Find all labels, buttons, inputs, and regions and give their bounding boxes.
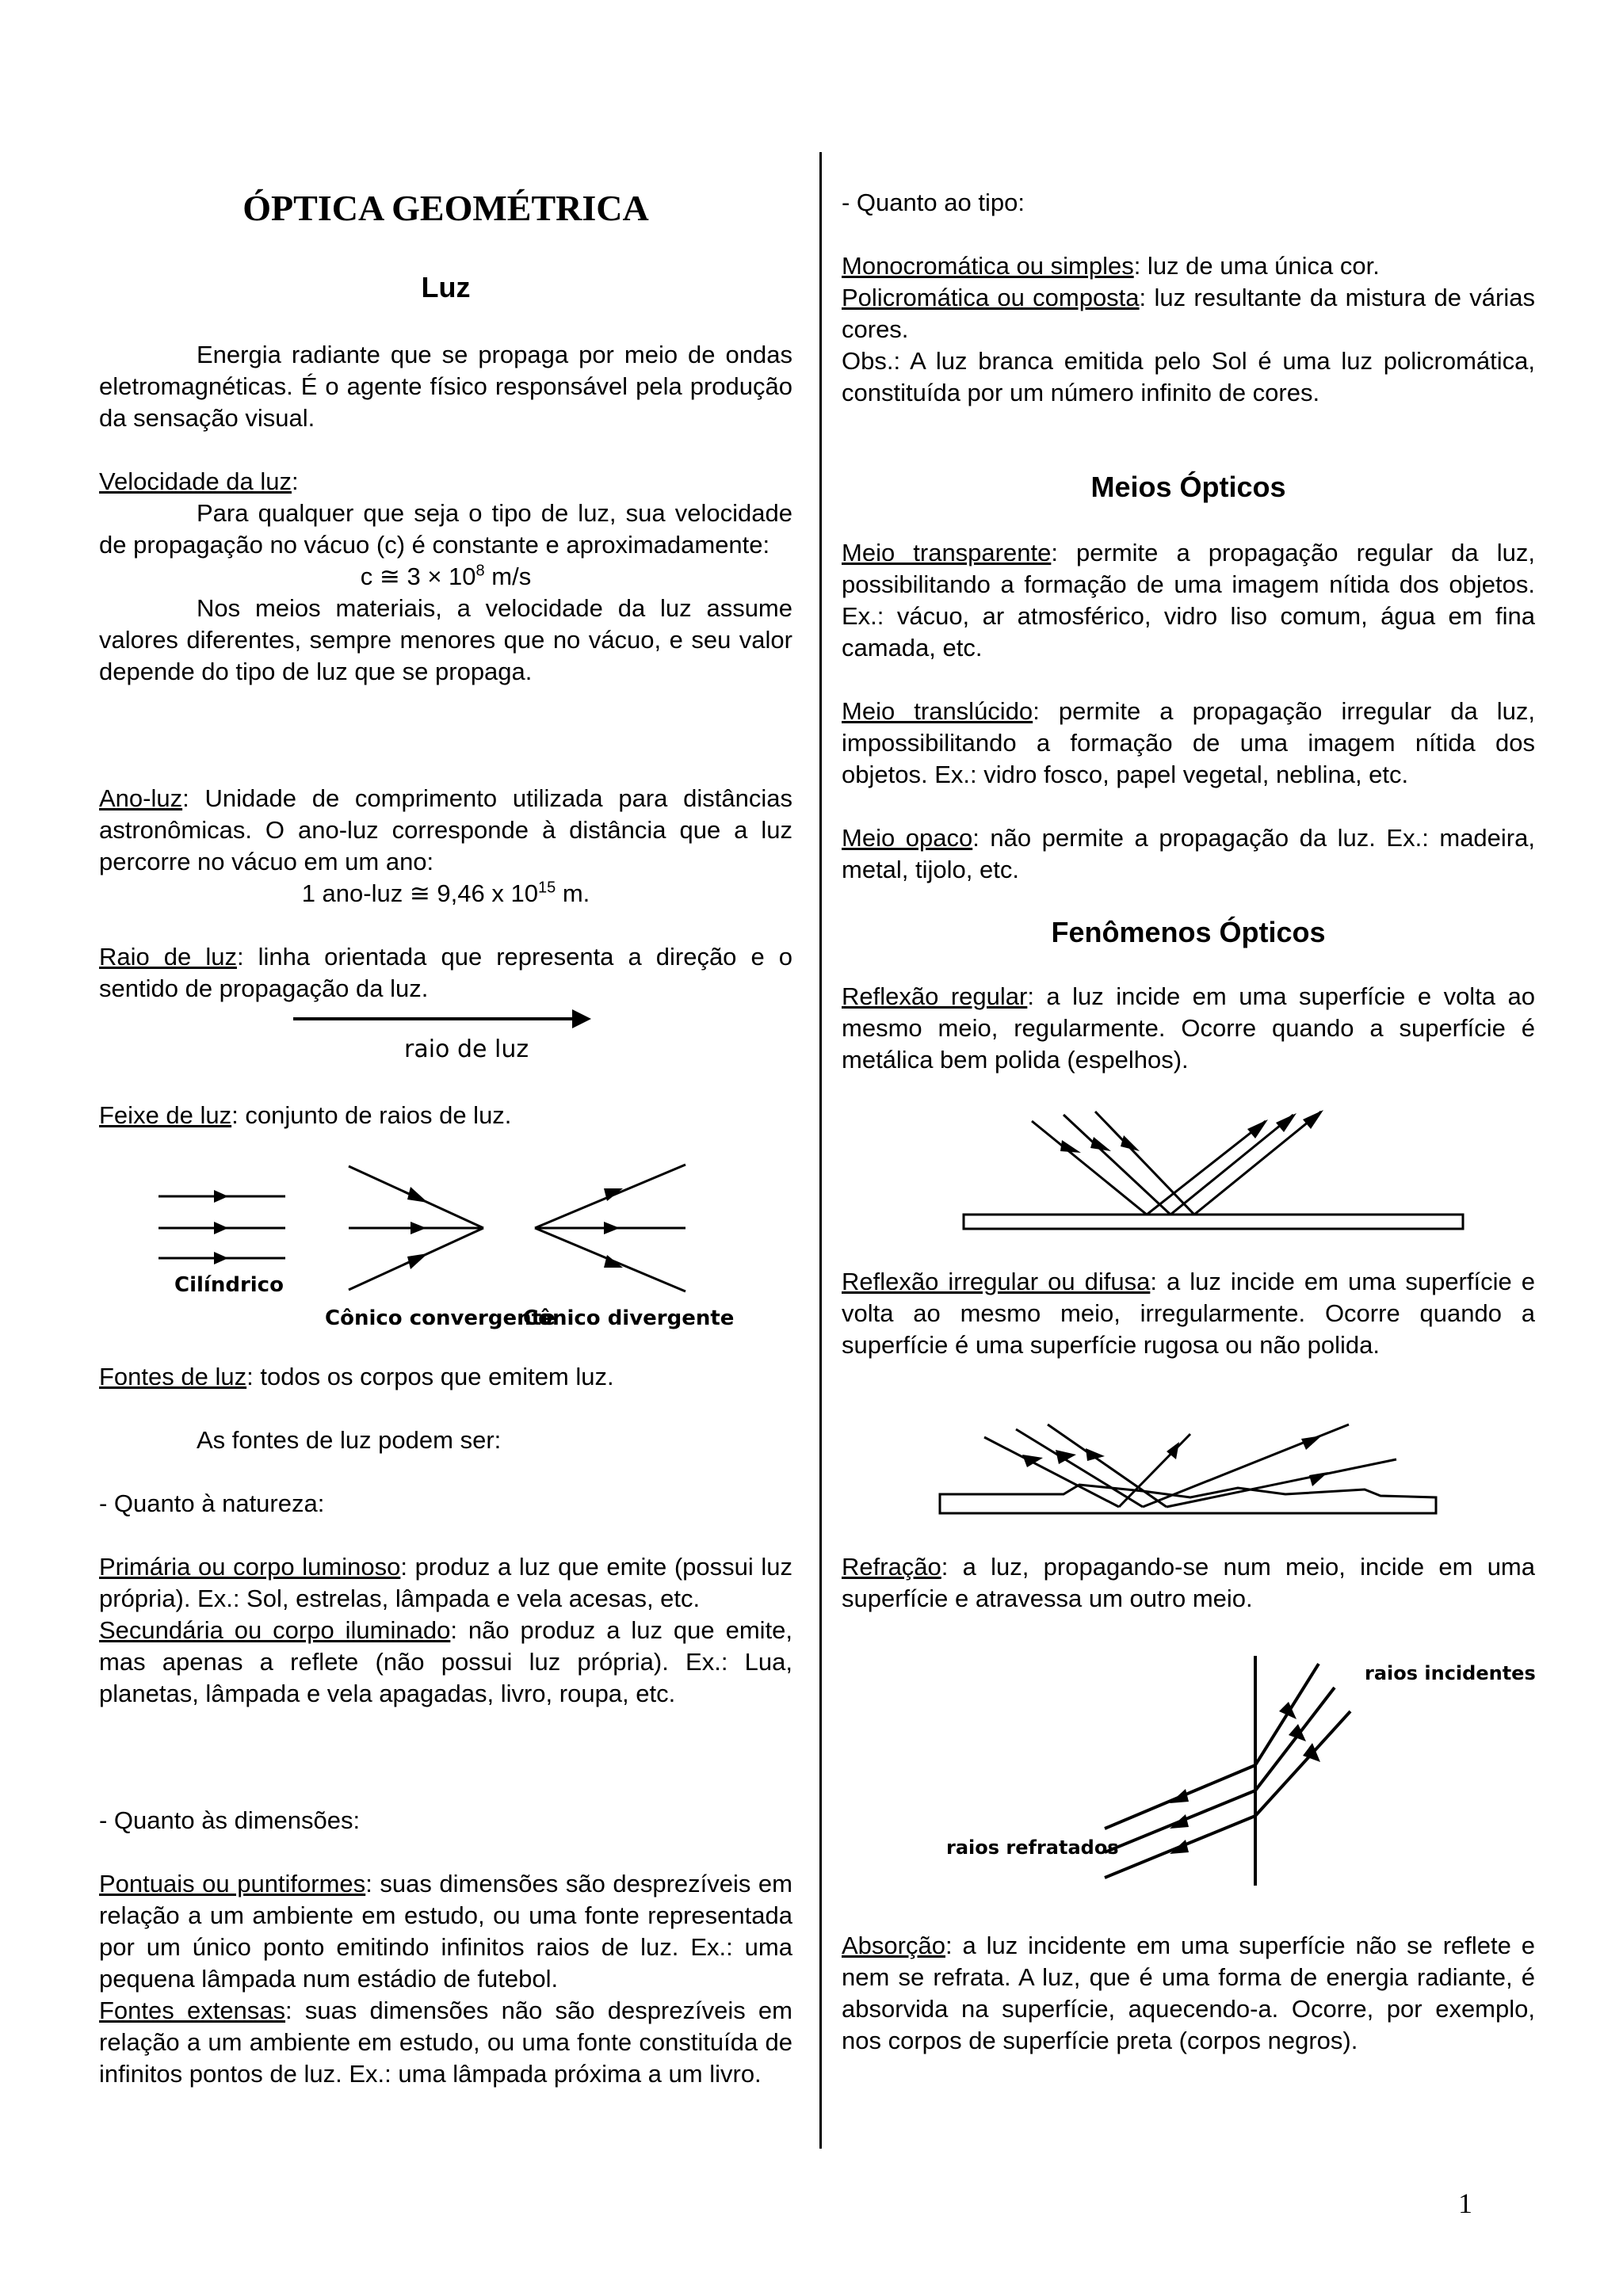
- raio-de-luz-figure: [293, 1005, 705, 1070]
- raio-block: Raio de luz: linha orientada que representa a direção e o sentido de propagação da luz.: [99, 943, 792, 1002]
- term-pontuais: Pontuais ou puntiformes: [99, 1870, 366, 1897]
- meio-transparente-block: Meio transparente: permite a propagação regular da luz, possibilitando a formação de uma imagem nítida dos objetos. Ex.: vácuo, ar atmosférico, vidro liso comum, água em fina camada, etc.: [842, 539, 1535, 662]
- term-reflexao-irregular: Reflexão irregular ou difusa: [842, 1268, 1151, 1295]
- feixe-convergente-diagram: [325, 1166, 556, 1330]
- fontes-block: Fontes de luz: todos os corpos que emitem luz.: [99, 1363, 614, 1390]
- velocidade-block: Velocidade da luz: Para qualquer que seja o tipo de luz, sua velocidade de propagação no vácuo (c) é constante e aproximadamente: c ≅ $3 \times 10^8$ m/s Nos meios materiais, a velocidade da luz assume valores diferentes, sempre menores que no vácuo, e seu valor depende do tipo de luz que se propaga.: [99, 466, 792, 688]
- dimensoes-block: Pontuais ou puntiformes: suas dimensões são desprezíveis em relação a um ambiente em estudo, ou uma fonte representada por um único ponto emitindo infinitos raios de luz. Ex.: uma pequena lâmpada num estádio de futebol. Fontes extensas: suas dimensões não são desprezíveis em relação a um ambiente em estudo, ou uma fonte constituída de infinitos pontos de luz. Ex.: uma lâmpada próxima a um livro.: [99, 1870, 792, 2088]
- term-meio-opaco: Meio opaco: [842, 824, 973, 852]
- velocidade-text: Para qualquer que seja o tipo de luz, sua velocidade de propagação no vácuo (c) é constante e aproximadamente:: [99, 499, 792, 559]
- term-absorcao: Absorção: [842, 1932, 945, 1959]
- feixe-cilindrico-diagram: [158, 1190, 285, 1297]
- velocidade-meios-text: Nos meios materiais, a velocidade da luz assume valores diferentes, sempre menores que no vácuo, e seu valor depende do tipo de luz que se propaga.: [99, 594, 792, 685]
- fontes-podem-ser: As fontes de luz podem ser:: [197, 1426, 502, 1454]
- term-ano-luz: Ano-luz: [99, 784, 183, 812]
- quanto-natureza: - Quanto à natureza:: [99, 1489, 325, 1517]
- formula-velocidade: c ≅ $3 \times 10^8$ m/s: [360, 562, 532, 590]
- term-reflexao-regular: Reflexão regular: [842, 982, 1028, 1010]
- term-refracao: Refração: [842, 1553, 941, 1581]
- natureza-block: Primária ou corpo luminoso: produz a luz que emite (possui luz própria). Ex.: Sol, estrelas, lâmpada e vela acesas, etc. Secundária ou corpo iluminado: não produz a luz que emite, mas apenas a reflete (não possui luz própria). Ex.: Lua, planetas, lâmpada e vela apagadas, livro, roupa, etc.: [99, 1553, 792, 1707]
- raio-de-luz-caption: raio de luz: [404, 1035, 529, 1063]
- reflexao-regular-figure: [960, 1105, 1468, 1240]
- quanto-dimensoes: - Quanto às dimensões:: [99, 1806, 361, 1834]
- term-monocromatica: Monocromática ou simples: [842, 252, 1134, 280]
- term-fontes-de-luz: Fontes de luz: [99, 1363, 247, 1390]
- caption-raios-refratados: raios refratados: [946, 1836, 1119, 1859]
- caption-raios-incidentes: raios incidentes: [1365, 1662, 1536, 1684]
- formula-ano-luz: 1 ano-luz ≅ 9,46 x $10^{15}$ m.: [301, 879, 590, 907]
- absorcao-block: Absorção: a luz incidente em uma superfície não se reflete e nem se refrata. A luz, que é uma forma de energia radiante, é absorvida na superfície, aquecendo-a. Ocorre, por exemplo, nos corpos de superfície preta (corpos negros).: [842, 1932, 1535, 2054]
- obs-luz-branca: Obs.: A luz branca emitida pelo Sol é uma luz policromática, constituída por um número infinito de cores.: [842, 347, 1535, 406]
- term-meio-transparente: Meio transparente: [842, 539, 1052, 566]
- term-velocidade: Velocidade da luz: [99, 467, 292, 495]
- feixe-block: Feixe de luz: conjunto de raios de luz.: [99, 1101, 512, 1129]
- caption-divergente: Cônico divergente: [523, 1306, 735, 1330]
- term-policromatica: Policromática ou composta: [842, 284, 1140, 311]
- term-raio-de-luz: Raio de luz: [99, 943, 237, 971]
- term-secundaria: Secundária ou corpo iluminado: [99, 1616, 451, 1644]
- reflexao-irregular-block: Reflexão irregular ou difusa: a luz incide em uma superfície e volta ao mesmo meio, irregularmente. Ocorre quando a superfície é uma superfície rugosa ou não polida.: [842, 1268, 1535, 1359]
- reflexao-irregular-figure: [937, 1418, 1444, 1521]
- ano-luz-block: Ano-luz: Unidade de comprimento utilizada para distâncias astronômicas. O ano-luz corresponde à distância que a luz percorre no vácuo em um ano: 1 ano-luz ≅ 9,46 x $10^{15}$ m.: [99, 783, 792, 910]
- term-extensas: Fontes extensas: [99, 1997, 286, 2024]
- caption-cilindrico: Cilíndrico: [174, 1273, 284, 1297]
- column-divider: [819, 152, 822, 2149]
- term-primaria: Primária ou corpo luminoso: [99, 1553, 401, 1581]
- quanto-tipo: - Quanto ao tipo:: [842, 189, 1025, 216]
- section-heading-luz: Luz: [421, 271, 471, 303]
- refracao-block: Refração: a luz, propagando-se num meio, incide em uma superfície e atravessa um outro meio.: [842, 1553, 1535, 1612]
- reflexao-regular-block: Reflexão regular: a luz incide em uma superfície e volta ao mesmo meio, regularmente. Ocorre quando a superfície é metálica bem polida (espelhos).: [842, 982, 1535, 1074]
- term-meio-translucido: Meio translúcido: [842, 697, 1033, 725]
- caption-convergente: Cônico convergente: [325, 1306, 556, 1330]
- meio-translucido-block: Meio translúcido: permite a propagação irregular da luz, impossibilitando a formação de uma imagem nítida dos objetos. Ex.: vidro fosco, papel vegetal, neblina, etc.: [842, 697, 1536, 788]
- tipo-block: Monocromática ou simples: luz de uma única cor. Policromática ou composta: luz resultante da mistura de várias cores. Obs.: A luz branca emitida pelo Sol é uma luz policromática, constituída por um número infinito de cores.: [842, 250, 1535, 409]
- document-title: ÓPTICA GEOMÉTRICA: [242, 188, 649, 228]
- section-heading-meios: Meios Ópticos: [1090, 471, 1286, 503]
- feixe-figure: [158, 1157, 792, 1331]
- feixe-divergente-diagram: [523, 1165, 734, 1330]
- luz-intro: Energia radiante que se propaga por meio de ondas eletromagnéticas. É o agente físico responsável pela produção da sensação visual.: [99, 341, 792, 432]
- page-number: 1: [1458, 2187, 1472, 2219]
- meio-opaco-block: Meio opaco: não permite a propagação da luz. Ex.: madeira, metal, tijolo, etc.: [842, 824, 1535, 883]
- section-heading-fenomenos: Fenômenos Ópticos: [1051, 916, 1326, 948]
- term-feixe-de-luz: Feixe de luz: [99, 1101, 232, 1129]
- refracao-figure: [891, 1648, 1556, 1901]
